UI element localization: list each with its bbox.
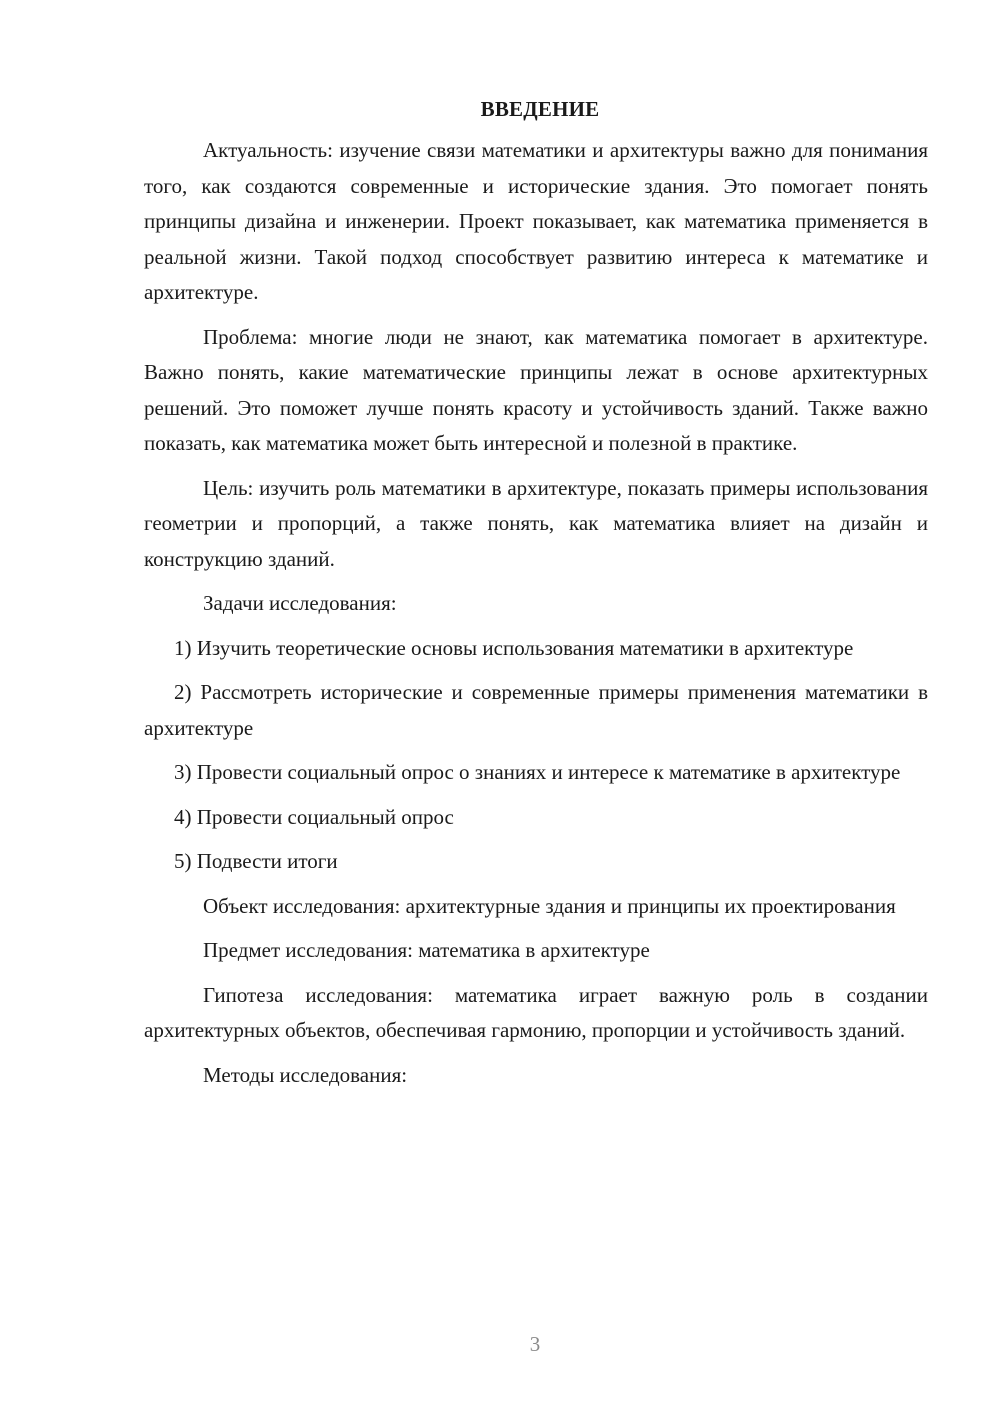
task-item-1: 1) Изучить теоретические основы использования математики в архитектуре (174, 635, 854, 660)
paragraph-subject: Предмет исследования: математика в архитектуре (203, 938, 650, 962)
paragraph-hypothesis: Гипотеза исследования: математика играет важную роль в создании архитектурных объектов, обеспечивая гармонию, пропорции и устойчивость зданий. (144, 982, 928, 1042)
tasks-heading: Задачи исследования: (203, 591, 397, 615)
task-item-4: 4) Провести социальный опрос (174, 804, 454, 829)
paragraph-object: Объект исследования: архитектурные здания и принципы их проектирования (203, 893, 896, 918)
methods-heading: Методы исследования: (203, 1062, 408, 1087)
page-number: 3 (529, 1332, 541, 1356)
page-title: ВВЕДЕНИЕ (480, 97, 600, 121)
task-item-3: 3) Провести социальный опрос о знаниях и интересе к математике в архитектуре (174, 760, 901, 784)
paragraph-problem: Проблема: многие люди не знают, как математика помогает в архитектуре. Важно понять, какие математические принципы лежат в основе архитектурных решений. Это поможет лучше понять красоту и устойчивость зданий. Также важно показать, как математика может быть интересной и полезной в практике. (144, 324, 928, 455)
task-item-5: 5) Подвести итоги (174, 849, 338, 873)
paragraph-goal: Цель: изучить роль математики в архитектуре, показать примеры использования геометрии и пропорций, а также понять, как математика влияет на дизайн и конструкцию зданий. (144, 475, 928, 571)
task-item-2: 2) Рассмотреть исторические и современные примеры применения математики в архитектуре (144, 680, 928, 740)
paragraph-relevance: Актуальность: изучение связи математики и архитектуры важно для понимания того, как создаются современные и исторические здания. Это помогает понять принципы дизайна и инженерии. Проект показывает, как математика применяется в реальной жизни. Такой подход способствует развитию интереса к математике и архитектуре. (144, 138, 928, 304)
page-content (144, 92, 928, 1102)
